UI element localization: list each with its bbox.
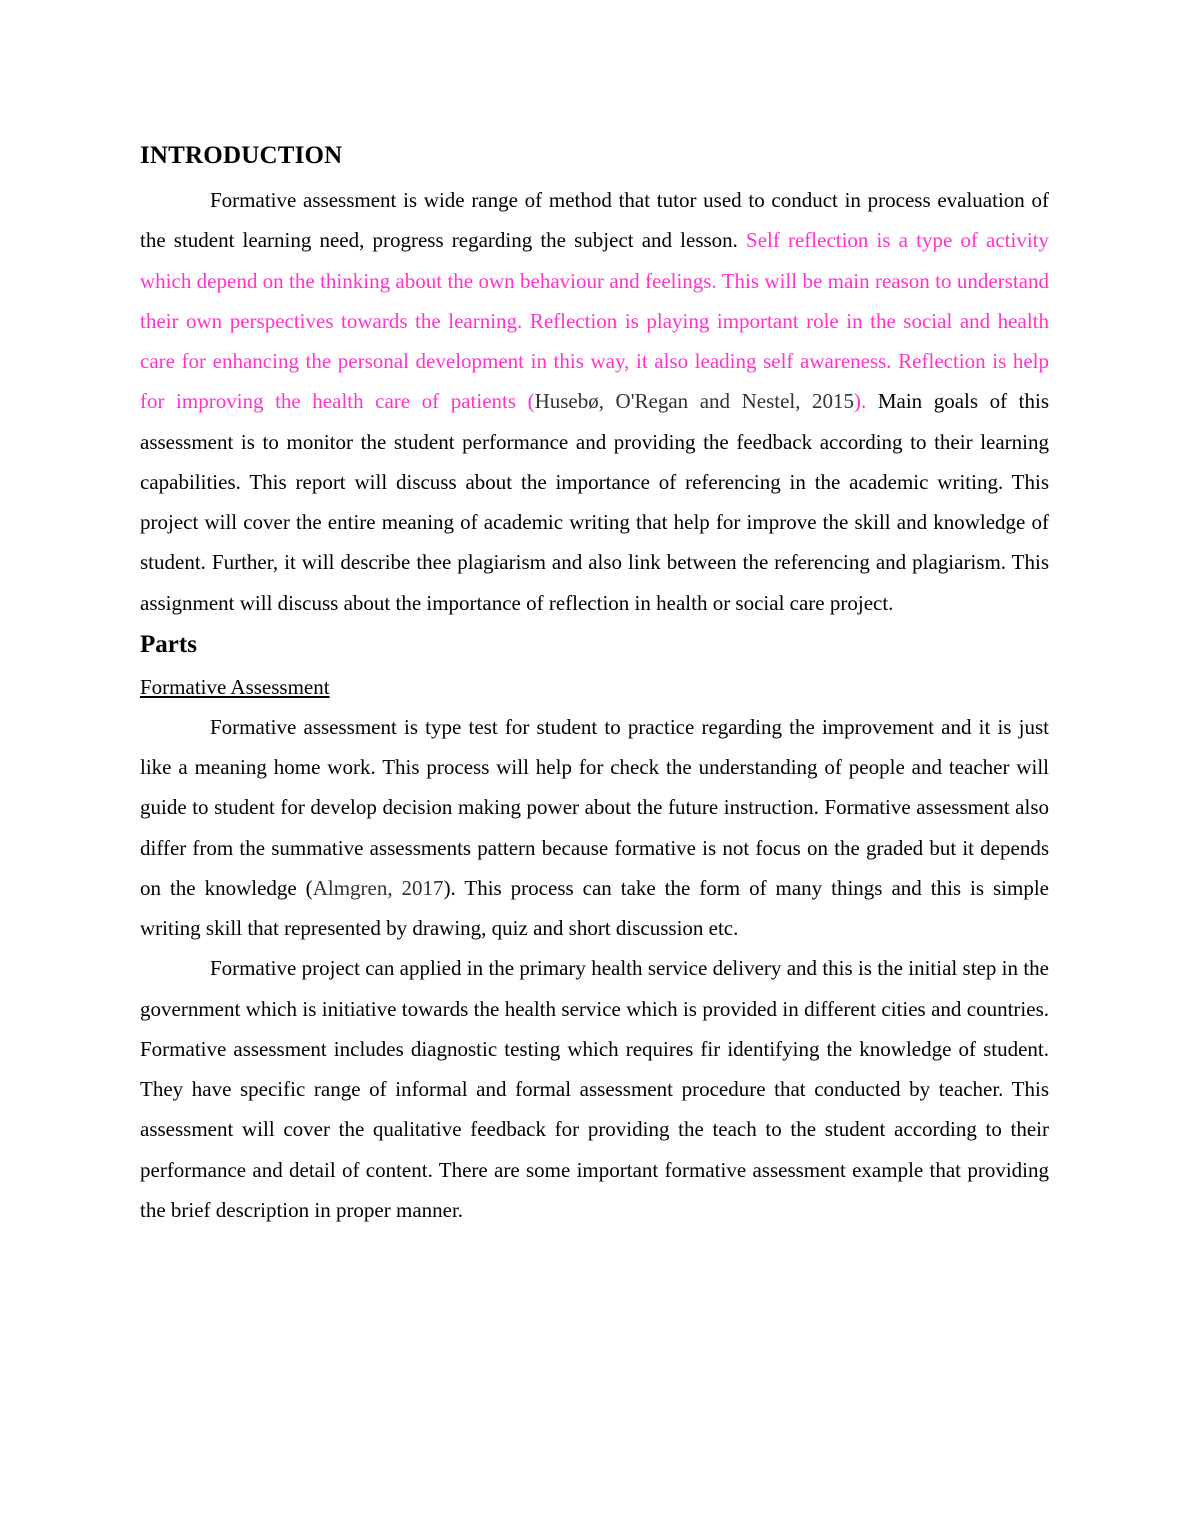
fa-text-end: ). This process can take the form of many things and this is simple writing skill that represented by drawing, quiz and short discussion etc.: [140, 875, 1049, 940]
formative-project-paragraph: Formative project can applied in the primary health service delivery and this is the initial step in the government which is initiative towards the health service which is provided in different cities and countries. Formative assessment includes diagnostic testing which requires fir identifying the knowledge of student. They have specific range of informal and formal assessment procedure that conducted by teacher. This assessment will cover the qualitative feedback for providing the teach to the student according to their performance and detail of content. There are some important formative assessment example that providing the brief description in proper manner.: [140, 956, 1049, 1222]
intro-text: Formative assessment is wide range of method that tutor used to conduct in process evaluation of the student learning need, progress regarding the subject and lesson.: [140, 188, 1049, 253]
intro-citation: Husebø, O'Regan and Nestel, 2015: [534, 389, 855, 414]
intro-citation-close: ).: [854, 389, 867, 414]
formative-assessment-paragraph: [140, 707, 1049, 949]
intro-text-rest: Main goals of this assessment is to monitor the student performance and providing the feedback according to their learning capabilities. This report will discuss about the importance of referencing in the academic writing. This project will cover the entire meaning of academic writing that help for improve the skill and knowledge of student. Further, it will describe thee plagiarism and also link between the referencing and plagiarism. This assignment will discuss about the importance of reflection in health or social care project.: [140, 389, 1049, 615]
parts-heading: Parts: [140, 630, 197, 658]
introduction-heading: INTRODUCTION: [140, 142, 343, 169]
formative-assessment-subheading: Formative Assessment: [140, 674, 330, 699]
introduction-paragraph: [140, 180, 1049, 623]
fa-text-start: Formative assessment is type test for student to practice regarding the improvement and it is just like a meaning home work. This process will help for check the understanding of people and teacher will guide to student for develop decision making power about the future instruction. Formative assessment also differ from the summative assessments pattern because formative is not focus on the graded but it depends on the knowledge (: [140, 714, 1049, 900]
highlighted-reflection-text: Self reflection is a type of activity which depend on the thinking about the own behaviour and feelings. This will be main reason to understand their own perspectives towards the learning. Reflection is playing important role in the social and health care for enhancing the personal development in this way, it also leading self awareness. Reflection is help for improving the health care of patients (: [140, 228, 1049, 414]
document-page: [140, 138, 1049, 1230]
fa-citation: Almgren, 2017: [312, 875, 444, 900]
